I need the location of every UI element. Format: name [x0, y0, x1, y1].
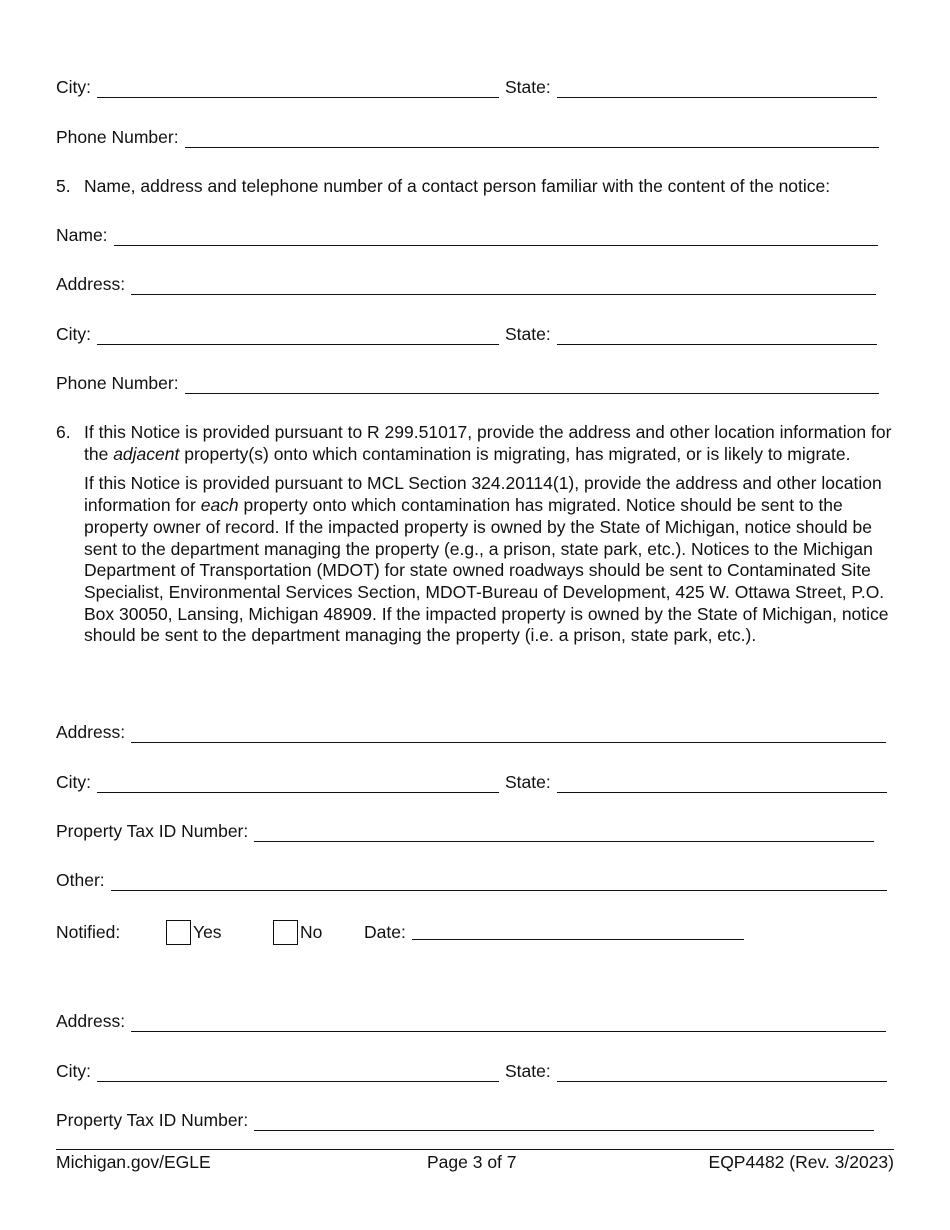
property1-other-label: Other:	[56, 870, 105, 890]
property2-tax-id-row	[56, 1109, 874, 1131]
no-checkbox[interactable]	[273, 920, 298, 945]
contact-address-field[interactable]	[131, 276, 876, 295]
property1-city-label: City:	[56, 772, 91, 792]
contact-state-field[interactable]	[557, 326, 877, 345]
property1-state-label: State:	[505, 772, 551, 792]
yes-label: Yes	[193, 921, 222, 942]
property2-address-label: Address:	[56, 1011, 126, 1031]
notified-label: Notified:	[56, 921, 121, 942]
footer-page-number: Page 3 of 7	[427, 1152, 517, 1172]
property1-notified-row	[56, 917, 744, 947]
phone-field[interactable]	[185, 129, 879, 148]
contact-phone-row	[56, 372, 879, 394]
city-label: City:	[56, 77, 91, 97]
item-5	[56, 176, 896, 198]
contact-city-state-row	[56, 323, 877, 345]
property2-address-field[interactable]	[131, 1013, 886, 1032]
property1-other-row	[56, 869, 887, 891]
property1-other-field[interactable]	[111, 872, 887, 891]
item-6-number: 6.	[56, 422, 71, 442]
contact-state-label: State:	[505, 324, 551, 344]
yes-checkbox[interactable]	[166, 920, 191, 945]
property2-city-field[interactable]	[97, 1063, 499, 1082]
property1-city-state-row	[56, 771, 887, 793]
item-6	[56, 422, 896, 655]
state-field[interactable]	[557, 79, 877, 98]
phone-label: Phone Number:	[56, 127, 179, 147]
item-6-paragraph-2: If this Notice is provided pursuant to MCL Section 324.20114(1), provide the address and other location information for each property onto which contamination has migrated. Notice should be sent to the property owner of record. If the impacted property is owned by the State of Michigan, notice should be sent to the department managing the property (e.g., a prison, state park, etc.). Notices to the Michigan Department of Transportation (MDOT) for state owned roadways should be sent to Contaminated Site Specialist, Environmental Services Section, MDOT-Bureau of Development, 425 W. Ottawa Street, P.O. Box 30050, Lansing, Michigan 48909. If the impacted property is owned by the State of Michigan, notice should be sent to the department managing the property (i.e. a prison, state park, etc.).	[84, 473, 889, 646]
property1-city-field[interactable]	[97, 774, 499, 793]
property1-address-field[interactable]	[131, 724, 886, 743]
footer-website: Michigan.gov/EGLE	[56, 1152, 211, 1172]
property2-state-label: State:	[505, 1061, 551, 1081]
footer-divider	[56, 1149, 894, 1150]
phone-row	[56, 126, 879, 148]
property1-tax-id-field[interactable]	[254, 823, 874, 842]
contact-city-field[interactable]	[97, 326, 499, 345]
city-state-row	[56, 76, 877, 98]
contact-city-label: City:	[56, 324, 91, 344]
footer-form-id: EQP4482 (Rev. 3/2023)	[708, 1152, 894, 1172]
item-5-number: 5.	[56, 176, 71, 196]
contact-name-row	[56, 224, 878, 246]
item-5-text: Name, address and telephone number of a contact person familiar with the content of the notice:	[84, 176, 831, 196]
contact-name-field[interactable]	[114, 227, 878, 246]
property1-address-row	[56, 721, 886, 743]
date-label: Date:	[364, 921, 406, 942]
contact-phone-label: Phone Number:	[56, 373, 179, 393]
contact-address-label: Address:	[56, 274, 126, 294]
property1-tax-id-row	[56, 820, 874, 842]
property2-city-state-row	[56, 1060, 887, 1082]
state-label: State:	[505, 77, 551, 97]
property1-address-label: Address:	[56, 722, 126, 742]
property1-tax-id-label: Property Tax ID Number:	[56, 821, 249, 841]
property2-state-field[interactable]	[557, 1063, 887, 1082]
date-field[interactable]	[412, 925, 744, 940]
city-field[interactable]	[97, 79, 499, 98]
property2-address-row	[56, 1010, 886, 1032]
no-label: No	[300, 921, 323, 942]
property2-tax-id-field[interactable]	[254, 1112, 874, 1131]
property1-state-field[interactable]	[557, 774, 887, 793]
contact-name-label: Name:	[56, 225, 108, 245]
property2-city-label: City:	[56, 1061, 91, 1081]
contact-phone-field[interactable]	[185, 375, 879, 394]
item-6-paragraph-1: If this Notice is provided pursuant to R 299.51017, provide the address and other location information for the adjacent property(s) onto which contamination is migrating, has migrated, or is likely to migrate.	[84, 422, 892, 464]
contact-address-row	[56, 273, 876, 295]
property2-tax-id-label: Property Tax ID Number:	[56, 1110, 249, 1130]
